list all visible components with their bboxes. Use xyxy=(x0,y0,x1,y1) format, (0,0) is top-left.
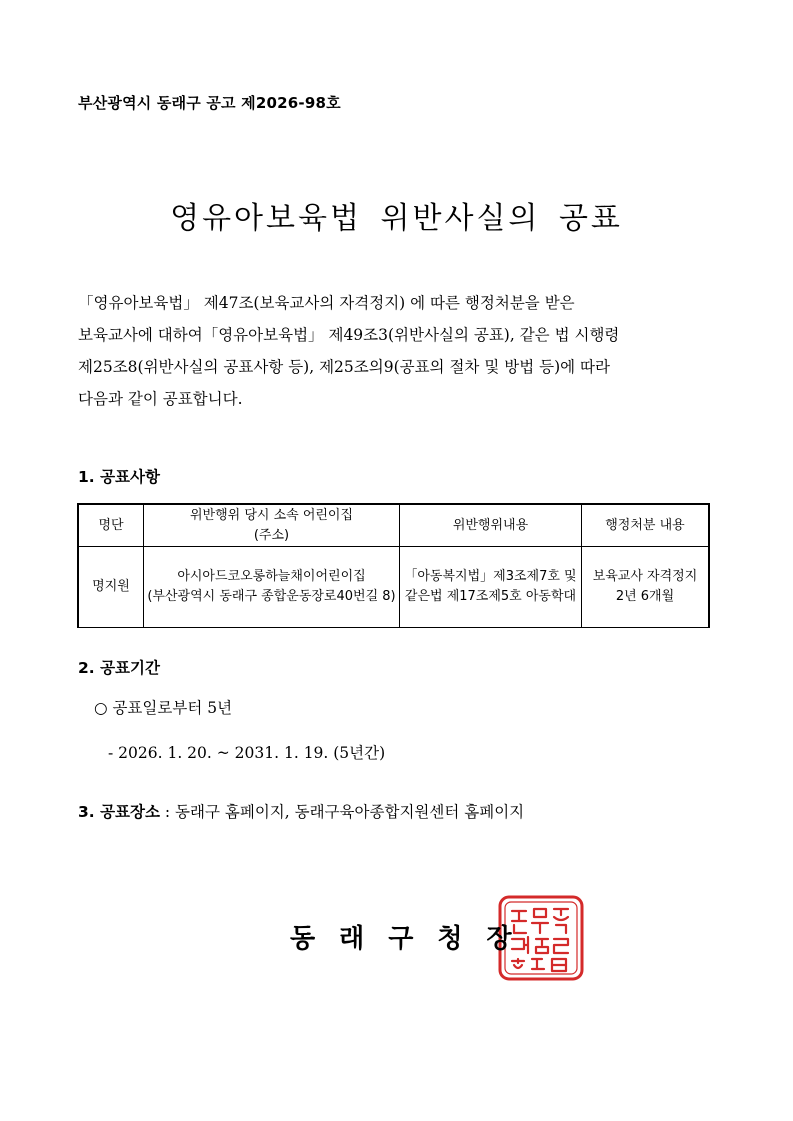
intro-line: 보육교사에 대하여「영유아보육법」 제49조3(위반사실의 공표), 같은 법 시행령 xyxy=(78,326,620,344)
header-name: 명단 xyxy=(79,505,144,547)
period-bullet: ○ 공표일로부터 5년 xyxy=(94,699,233,717)
intro-paragraph xyxy=(78,287,718,415)
header-violation: 위반행위내용 xyxy=(400,505,582,547)
cell-violation: 「아동복지법」제3조제7호 및 같은법 제17조제5호 아동학대 xyxy=(400,547,582,628)
section-1-heading: 1. 공표사항 xyxy=(78,468,160,486)
intro-line: 「영유아보육법」 제47조(보육교사의 자격정지) 에 따른 행정처분을 받은 xyxy=(78,294,575,312)
notice-number: 부산광역시 동래구 공고 제2026-98호 xyxy=(78,94,341,112)
header-facility: 위반행위 당시 소속 어린이집 (주소) xyxy=(144,505,400,547)
signer-name: 동래구청장 xyxy=(290,924,536,954)
section-3-place xyxy=(78,800,524,822)
table-header-row xyxy=(79,505,709,547)
cell-action: 보육교사 자격정지 2년 6개월 xyxy=(582,547,709,628)
cell-facility: 아시아드코오롱하늘채이어린이집 (부산광역시 동래구 종합운동장로40번길 8) xyxy=(144,547,400,628)
cell-name: 명지원 xyxy=(79,547,144,628)
page-title: 영유아보육법 위반사실의 공표 xyxy=(170,201,623,236)
section-3-text: : 동래구 홈페이지, 동래구육아종합지원센터 홈페이지 xyxy=(159,803,525,821)
header-action: 행정처분 내용 xyxy=(582,505,709,547)
disclosure-table xyxy=(77,503,710,628)
table-row xyxy=(79,547,709,628)
intro-line: 다음과 같이 공표합니다. xyxy=(78,390,243,408)
section-3-label: 3. 공표장소 xyxy=(78,803,160,821)
section-2-heading: 2. 공표기간 xyxy=(78,659,160,677)
intro-line: 제25조8(위반사실의 공표사항 등), 제25조의9(공표의 절차 및 방법 등)에 따라 xyxy=(78,358,610,376)
period-range: - 2026. 1. 20. ~ 2031. 1. 19. (5년간) xyxy=(108,744,386,762)
